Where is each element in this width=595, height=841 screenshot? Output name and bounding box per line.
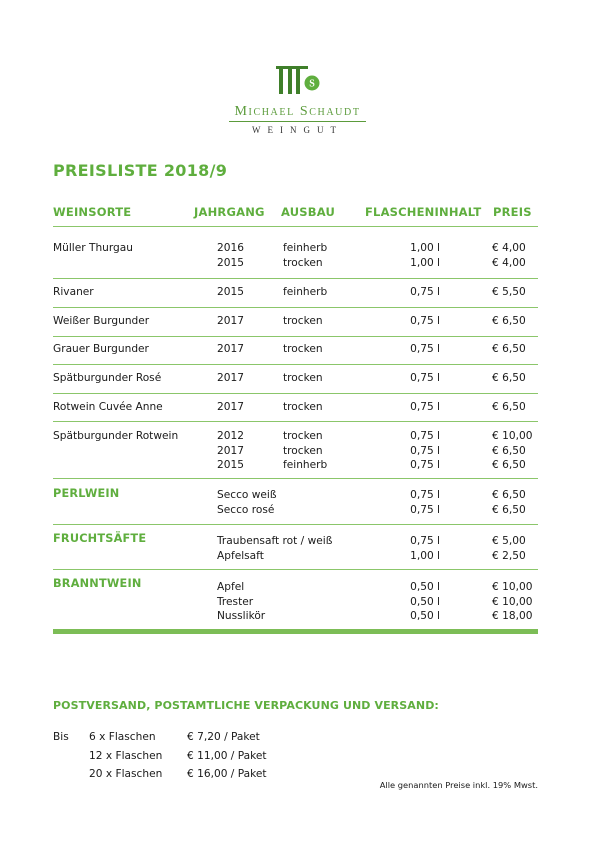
page-title: PREISLISTE 2018/9 xyxy=(53,161,228,180)
wine-ausbau: trocken xyxy=(283,315,323,327)
wine-preis: € 6,50 xyxy=(492,343,526,355)
header-ausbau: AUSBAU xyxy=(281,205,336,219)
section-items: Apfel Trester Nusslikör xyxy=(217,581,266,622)
wine-ausbau: trocken xyxy=(283,401,323,413)
section-title: FRUCHTSÄFTE xyxy=(53,532,147,545)
wine-preis: € 4,00 € 4,00 xyxy=(492,242,526,269)
row-divider xyxy=(53,336,538,337)
section-preis: € 5,00 € 2,50 xyxy=(492,535,526,562)
shipping-quantities: 6 x Flaschen 12 x Flaschen 20 x Flaschen xyxy=(89,731,163,780)
wine-inhalt: 0,75 l xyxy=(410,401,440,413)
wine-name: Spätburgunder Rotwein xyxy=(53,430,179,442)
header-divider xyxy=(53,226,538,227)
wine-name: Rivaner xyxy=(53,286,94,298)
wine-preis: € 5,50 xyxy=(492,286,526,298)
section-title: BRANNTWEIN xyxy=(53,577,142,590)
wine-inhalt: 0,75 l xyxy=(410,315,440,327)
wine-jahrgang: 2017 xyxy=(217,315,244,327)
shipping-prefix: Bis xyxy=(53,731,69,743)
wine-jahrgang: 2017 xyxy=(217,372,244,384)
section-inhalt: 0,50 l 0,50 l 0,50 l xyxy=(410,581,440,622)
wine-jahrgang: 2017 xyxy=(217,343,244,355)
section-inhalt: 0,75 l 0,75 l xyxy=(410,489,440,516)
row-divider xyxy=(53,307,538,308)
section-items: Traubensaft rot / weiß Apfelsaft xyxy=(217,535,333,562)
wine-preis: € 6,50 xyxy=(492,315,526,327)
wine-jahrgang: 2016 2015 xyxy=(217,242,244,269)
wine-name: Müller Thurgau xyxy=(53,242,133,254)
wine-inhalt: 0,75 l xyxy=(410,286,440,298)
wine-ausbau: trocken trocken feinherb xyxy=(283,430,328,471)
row-divider xyxy=(53,421,538,422)
table-end-divider xyxy=(53,629,538,634)
row-divider xyxy=(53,478,538,479)
wine-ausbau: trocken xyxy=(283,343,323,355)
row-divider xyxy=(53,278,538,279)
wine-preis: € 6,50 xyxy=(492,401,526,413)
wine-jahrgang: 2012 2017 2015 xyxy=(217,430,244,471)
section-title: PERLWEIN xyxy=(53,487,120,500)
row-divider xyxy=(53,569,538,570)
header-jahrgang: JAHRGANG xyxy=(194,205,265,219)
header-flascheninhalt: FLASCHENINHALT xyxy=(365,205,482,219)
wine-name: Weißer Burgunder xyxy=(53,315,150,327)
wine-name: Grauer Burgunder xyxy=(53,343,149,355)
wine-ausbau: feinherb trocken xyxy=(283,242,328,269)
wine-ausbau: trocken xyxy=(283,372,323,384)
header-weinsorte: WEINSORTE xyxy=(53,205,132,219)
brand-logo xyxy=(0,64,595,96)
tax-note: Alle genannten Preise inkl. 19% Mwst. xyxy=(379,780,538,790)
section-preis: € 10,00 € 10,00 € 18,00 xyxy=(492,581,533,622)
wine-ausbau: feinherb xyxy=(283,286,328,298)
ms-monogram-icon xyxy=(275,64,321,96)
wine-preis: € 6,50 xyxy=(492,372,526,384)
section-items: Secco weiß Secco rosé xyxy=(217,489,277,516)
brand-subtitle: WEINGUT xyxy=(252,125,343,135)
row-divider xyxy=(53,393,538,394)
brand-divider xyxy=(229,121,366,122)
section-inhalt: 0,75 l 1,00 l xyxy=(410,535,440,562)
section-preis: € 6,50 € 6,50 xyxy=(492,489,526,516)
wine-inhalt: 1,00 l 1,00 l xyxy=(410,242,440,269)
brand-name: Michael Schaudt xyxy=(234,104,361,119)
wine-inhalt: 0,75 l xyxy=(410,372,440,384)
row-divider xyxy=(53,524,538,525)
wine-jahrgang: 2015 xyxy=(217,286,244,298)
wine-inhalt: 0,75 l xyxy=(410,343,440,355)
shipping-prices: € 7,20 / Paket € 11,00 / Paket € 16,00 / Paket xyxy=(187,731,267,780)
svg-text:S: S xyxy=(308,78,315,90)
wine-name: Rotwein Cuvée Anne xyxy=(53,401,163,413)
wine-preis: € 10,00 € 6,50 € 6,50 xyxy=(492,430,533,471)
row-divider xyxy=(53,364,538,365)
wine-jahrgang: 2017 xyxy=(217,401,244,413)
wine-name: Spätburgunder Rosé xyxy=(53,372,162,384)
header-preis: PREIS xyxy=(493,205,532,219)
wine-inhalt: 0,75 l 0,75 l 0,75 l xyxy=(410,430,440,471)
shipping-title: POSTVERSAND, POSTAMTLICHE VERPACKUNG UND VERSAND: xyxy=(53,699,439,712)
